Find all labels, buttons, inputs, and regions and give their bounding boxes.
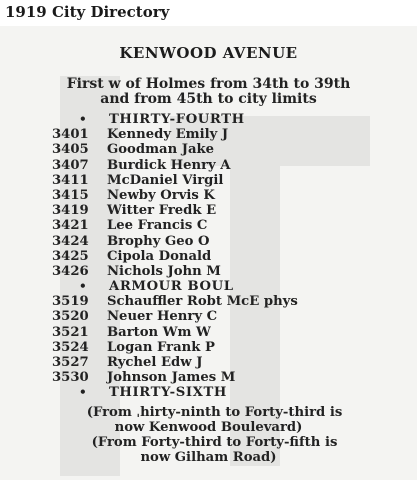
house-number: 3520 [52,309,89,325]
resident-name: McDaniel Virgil [107,172,224,188]
house-number: 3407 [52,157,89,173]
street-title: KENWOOD AVENUE [119,44,298,62]
resident-name: Newby Orvis K [107,187,215,203]
house-number: 3527 [52,355,89,370]
bullet-marker: • [79,112,87,126]
cross-street-name: THIRTY-FOURTH [109,112,245,127]
house-number: 3405 [52,142,89,158]
intro-line-1: First w of Holmes from 34th to 39th [66,76,351,92]
residence-row [0,127,417,142]
residence-row [0,173,417,188]
caption-strip [0,0,417,26]
residence-row [0,188,417,203]
house-number: 3415 [52,187,89,203]
residence-row [0,203,417,218]
house-number: 3524 [52,339,89,355]
resident-name: Witter Fredk E [107,203,217,219]
residence-listing [0,112,417,401]
resident-name: Johnson James M [107,370,236,386]
note-line: (From Forty-third to Forty-fifth is [91,435,338,450]
house-number: 3401 [52,127,89,143]
residence-row [0,234,417,249]
resident-name: Nichols John M [107,263,221,279]
bullet-marker: • [79,385,87,400]
note-line: now Kenwood Boulevard) [114,420,303,435]
house-number: 3530 [52,370,89,386]
resident-name: Rychel Edw J [107,355,203,370]
resident-name: Brophy Geo O [107,233,210,249]
resident-name: Lee Francis C [107,218,208,234]
resident-name: Cipola Donald [107,248,212,264]
residence-row [0,142,417,157]
house-number: 3519 [52,294,89,310]
residence-row [0,370,417,385]
bullet-marker: • [79,279,87,294]
cross-street-row [0,279,417,294]
house-number: 3419 [52,203,89,219]
house-number: 3521 [52,324,89,340]
residence-row [0,218,417,233]
residence-row [0,264,417,279]
resident-name: Burdick Henry A [107,157,231,173]
house-number: 3411 [52,172,89,188]
cross-street-name: ARMOUR BOUL [109,279,234,295]
cross-street-row [0,385,417,400]
residence-row [0,355,417,370]
intro-line-2: and from 45th to city limits [100,91,317,107]
residence-row [0,294,417,309]
renaming-notes [0,405,417,465]
resident-name: Barton Wm W [107,324,211,340]
house-number: 3424 [52,233,89,249]
resident-name: Schauffler Robt McE phys [107,294,298,310]
residence-row [0,340,417,355]
cross-street-name: THIRTY-SIXTH [109,385,227,401]
directory-caption: 1919 City Directory [5,3,170,21]
house-number: 3426 [52,263,89,279]
residence-row [0,309,417,324]
house-number: 3425 [52,248,89,264]
cross-street-row [0,112,417,127]
note-line: (From ˌhirty-ninth to Forty-third is [86,405,343,420]
house-number: 3421 [52,218,89,234]
resident-name: Goodman Jake [107,142,215,158]
residence-row [0,249,417,264]
resident-name: Logan Frank P [107,339,215,355]
residence-row [0,158,417,173]
note-line: now Gilham Road) [140,450,277,465]
resident-name: Neuer Henry C [107,309,218,325]
residence-row [0,325,417,340]
resident-name: Kennedy Emily J [107,127,229,143]
